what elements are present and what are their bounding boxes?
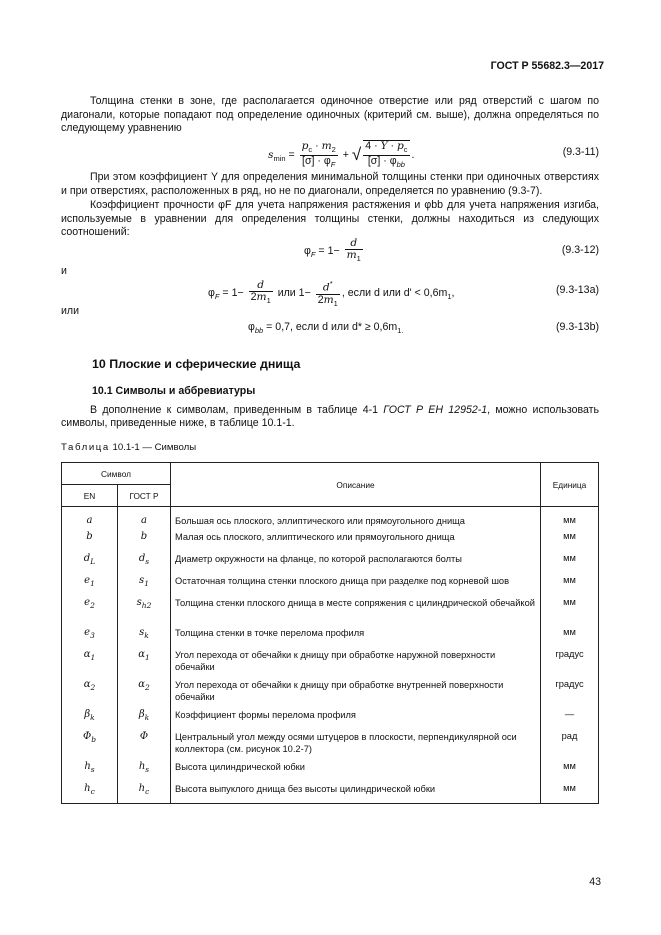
header-description: Описание — [171, 463, 541, 507]
table-row — [62, 781, 599, 803]
description-cell: Большая ось плоского, эллиптического или прямоугольного днища — [171, 507, 541, 530]
table-row — [62, 595, 599, 625]
symbol-gost: $s_1$ — [118, 573, 171, 595]
symbol-gost: Φ — [118, 729, 171, 759]
symbol-en: $\Phi_b$ — [62, 729, 118, 759]
header-gost: ГОСТ Р — [118, 485, 171, 507]
symbol-gost: $s_{h2}$ — [118, 595, 171, 625]
unit-cell: мм — [541, 781, 599, 803]
paragraph-symbols-intro: В дополнение к символам, приведенным в таблице 4-1 ГОСТ Р ЕН 12952-1, можно использовать символы, приведенные ниже, в таблице 10.1-1. — [61, 404, 600, 429]
conjunction-and: и — [61, 265, 67, 277]
unit-cell: мм — [541, 507, 599, 530]
table-row — [62, 677, 599, 707]
section-heading-10: 10 Плоские и сферические днища — [92, 357, 301, 371]
page-number: 43 — [589, 876, 601, 888]
paragraph-coefficient-y: При этом коэффициент Y для определения минимальной толщины стенки при одиночных отверстиях и при отверстиях, расположенных в ряд, но не по диагонали, определяется по уравнению (9.3-7). — [61, 171, 599, 197]
header-en: EN — [62, 485, 118, 507]
description-cell: Центральный угол между осями штуцеров в плоскости, перпендикулярной оси коллектора (см. рисунок 10.2-7) — [171, 729, 541, 759]
equation-9-3-13a: $\varphi_F = 1-$ $\frac{d}{2m_1}$ или 1− $\frac{d^*}{2m_1}$ , если d или $d' < 0,6m_1$, — [208, 279, 455, 308]
description-cell: Остаточная толщина стенки плоского днища при разделке под корневой шов — [171, 573, 541, 595]
symbol-gost: $s_k$ — [118, 625, 171, 647]
table-row — [62, 529, 599, 551]
symbol-gost: $d_s$ — [118, 551, 171, 573]
header-symbol: Символ — [62, 463, 171, 485]
description-cell: Малая ось плоского, эллиптического или прямоугольного днища — [171, 529, 541, 551]
table-row — [62, 625, 599, 647]
document-header: ГОСТ Р 55682.3—2017 — [490, 60, 604, 72]
unit-cell: мм — [541, 529, 599, 551]
equation-9-3-11: $s_{min}$ = $\frac{p_c \cdot m_2}{[\sigma] \cdot \varphi_F}$ + √ $\frac{4 \cdot Y \cdot p_c}{[\sigma] \cdot \varphi_{bb}}$ . — [268, 139, 415, 170]
description-cell: Угол перехода от обечайки к днищу при обработке наружной поверхности обечайки — [171, 647, 541, 677]
table-row — [62, 759, 599, 781]
table-row — [62, 551, 599, 573]
section-heading-10-1: 10.1 Символы и аббревиатуры — [92, 385, 256, 397]
header-unit: Единица — [541, 463, 599, 507]
description-cell: Высота выпуклого днища без высоты цилиндрической юбки — [171, 781, 541, 803]
unit-cell: мм — [541, 625, 599, 647]
unit-cell: градус — [541, 677, 599, 707]
table-caption: Таблица 10.1-1 — Символы — [61, 442, 197, 453]
symbol-en: $h_c$ — [62, 781, 118, 803]
symbol-en: $\alpha_2$ — [62, 677, 118, 707]
equation-9-3-13b: $\varphi_{bb} = 0,7$, если d или $d* \ge 0,6m_{1.}$ — [248, 321, 404, 336]
symbol-gost: $\beta_k$ — [118, 707, 171, 729]
description-cell: Высота цилиндрической юбки — [171, 759, 541, 781]
symbol-en: $d_L$ — [62, 551, 118, 573]
description-cell: Толщина стенки плоского днища в месте сопряжения с цилиндрической обечайкой — [171, 595, 541, 625]
symbol-gost: $h_c$ — [118, 781, 171, 803]
unit-cell: мм — [541, 759, 599, 781]
paragraph-strength-coefficient: Коэффициент прочности φF для учета напряжения растяжения и φbb для учета напряжения изгиба, используемые в уравнении для определения толщины стенки, должны находиться из следующих соотношений: — [61, 199, 599, 238]
symbol-en: $e_3$ — [62, 625, 118, 647]
equation-number-9-3-11: (9.3-11) — [562, 146, 599, 158]
symbol-en: b — [62, 529, 118, 551]
description-cell: Коэффициент формы перелома профиля — [171, 707, 541, 729]
equation-number-9-3-13a: (9.3-13a) — [556, 284, 599, 296]
symbol-gost: b — [118, 529, 171, 551]
description-cell: Угол перехода от обечайки к днищу при обработке внутренней поверхности обечайки — [171, 677, 541, 707]
symbol-en: a — [62, 507, 118, 530]
symbol-en: $\alpha_1$ — [62, 647, 118, 677]
description-cell: Диаметр окружности на фланце, по которой располагаются болты — [171, 551, 541, 573]
equation-9-3-12: $\varphi_F = 1-$ $\frac{d}{m_1}$ — [304, 237, 361, 264]
conjunction-or: или — [61, 305, 80, 317]
symbol-en: $e_2$ — [62, 595, 118, 625]
table-row — [62, 647, 599, 677]
equation-number-9-3-13b: (9.3-13b) — [556, 321, 599, 333]
unit-cell: рад — [541, 729, 599, 759]
equation-number-9-3-12: (9.3-12) — [561, 244, 599, 256]
symbol-en: $h_s$ — [62, 759, 118, 781]
unit-cell: — — [541, 707, 599, 729]
symbol-gost: $h_s$ — [118, 759, 171, 781]
unit-cell: мм — [541, 573, 599, 595]
symbol-gost: a — [118, 507, 171, 530]
unit-cell: мм — [541, 551, 599, 573]
symbol-en: $e_1$ — [62, 573, 118, 595]
table-row — [62, 707, 599, 729]
unit-cell: градус — [541, 647, 599, 677]
table-row — [62, 729, 599, 759]
unit-cell: мм — [541, 595, 599, 625]
symbols-table — [61, 462, 599, 804]
table-row — [62, 507, 599, 530]
symbol-gost: $\alpha_1$ — [118, 647, 171, 677]
paragraph-wall-thickness: Толщина стенки в зоне, где располагается одиночное отверстие или ряд отверстий с шагом по диагонали, которые попадают под определение одиночных (критерий см. выше), должна определяться по следующему уравнению — [61, 95, 599, 134]
table-row — [62, 573, 599, 595]
description-cell: Толщина стенки в точке перелома профиля — [171, 625, 541, 647]
symbol-gost: $\alpha_2$ — [118, 677, 171, 707]
symbol-en: $\beta_k$ — [62, 707, 118, 729]
